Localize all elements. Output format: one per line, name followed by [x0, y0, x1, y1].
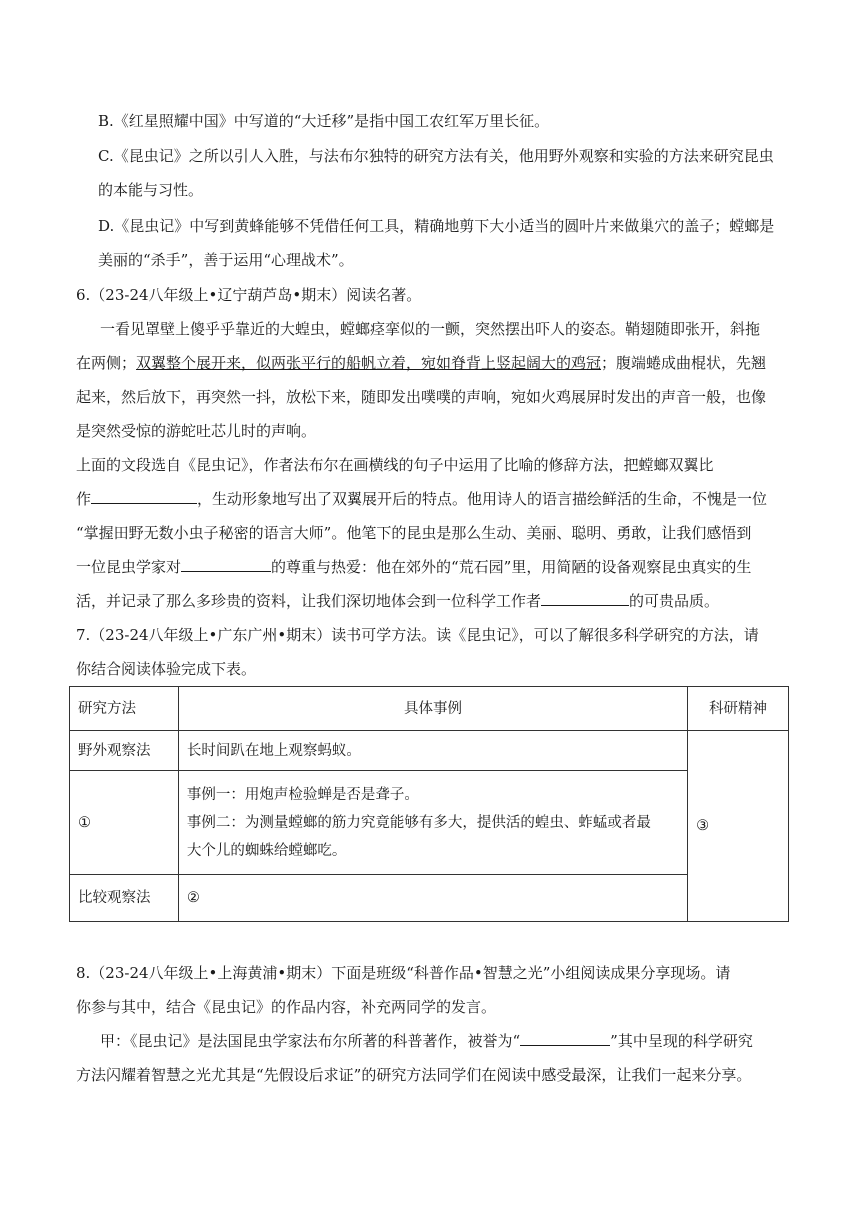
- q6-header: 6.（23-24八年级上•辽宁葫芦岛•期末）阅读名著。: [76, 286, 422, 304]
- q6-passage-line2: [76, 353, 766, 373]
- option-c-line2: 的本能与习性。: [98, 181, 204, 199]
- q6-question-line1: 上面的文段选自《昆虫记》，作者法布尔在画横线的句子中运用了比喻的修辞方法，把螳螂双翼比: [76, 456, 714, 474]
- q8-speaker-jia-line1: [100, 1031, 753, 1051]
- q6-question-line4: [76, 557, 751, 577]
- research-methods-table: [69, 686, 789, 922]
- example-cell-ants: 长时间趴在地上观察蚂蚁。: [178, 731, 687, 771]
- option-b: B.《红星照耀中国》中写道的“大迁移”是指中国工农红军万里长征。: [98, 112, 550, 130]
- q8-speaker-jia-line2: 方法闪耀着智慧之光尤其是“先假设后求证”的研究方法同学们在阅读中感受最深，让我们一起来分享。: [76, 1066, 752, 1084]
- table-row: [70, 875, 789, 922]
- q6-question-line5: [76, 591, 719, 611]
- table-row: [70, 771, 789, 875]
- method-cell-field-observation: 野外观察法: [70, 731, 179, 771]
- q6-question-line2-pre: 作: [76, 490, 92, 508]
- q6-question-line5-pre: 活，并记录了那么多珍贵的资料，让我们深切地体会到一位科学工作者: [76, 592, 542, 610]
- option-d-line2: 美丽的“杀手”，善于运用“心理战术”。: [98, 251, 354, 269]
- q6-passage-line2-post: ；腹端蜷成曲棍状，先翘: [601, 354, 767, 372]
- table-row: [70, 731, 789, 771]
- q7-header-line2: 你结合阅读体验完成下表。: [76, 660, 257, 678]
- q8-header-line1: 8.（23-24八年级上•上海黄浦•期末）下面是班级“科普作品•智慧之光”小组阅读成果分享现场。请: [76, 964, 731, 982]
- answer-blank-1[interactable]: [91, 489, 197, 504]
- example-cell-experiments: [178, 771, 687, 875]
- method-cell-answer-1[interactable]: ①: [70, 771, 179, 875]
- q6-question-line2: [76, 489, 767, 509]
- q8-jia-line1-pre: 甲：《昆虫记》是法国昆虫学家法布尔所著的科普著作，被誉为“: [100, 1032, 521, 1050]
- answer-blank-2[interactable]: [181, 557, 271, 572]
- q6-question-line2-post: ，生动形象地写出了双翼展开后的特点。他用诗人的语言描绘鲜活的生命，不愧是一位: [197, 490, 768, 508]
- method-cell-comparative-observation: 比较观察法: [70, 875, 179, 922]
- q8-jia-line1-post: ”其中呈现的科学研究: [610, 1032, 753, 1050]
- q6-underlined-sentence: 双翼整个展开来，似两张平行的船帆立着，宛如脊背上竖起阔大的鸡冠: [136, 354, 602, 372]
- answer-blank-4[interactable]: [520, 1031, 610, 1046]
- q7-header-line1: 7.（23-24八年级上•广东广州•期末）读书可学方法。读《昆虫记》，可以了解很多科学研究的方法，请: [76, 626, 759, 644]
- option-d-line1: D.《昆虫记》中写到黄蜂能够不凭借任何工具，精确地剪下大小适当的圆叶片来做巢穴的盖子；螳螂是: [98, 217, 775, 235]
- spirit-cell-answer-3[interactable]: ③: [688, 731, 789, 922]
- example-cell-answer-2[interactable]: ②: [178, 875, 687, 922]
- q6-question-line4-post: 的尊重与热爱：他在郊外的“荒石园”里，用简陋的设备观察昆虫真实的生: [271, 558, 752, 576]
- q6-passage-line2-pre: 在两侧；: [76, 354, 137, 372]
- table-header-spirit: 科研精神: [688, 687, 789, 731]
- example-line-1: 事例一：用炮声检验蝉是否是聋子。: [186, 786, 419, 803]
- example-line-3: 大个儿的蜘蛛给螳螂吃。: [186, 842, 347, 859]
- q6-passage-line1: 一看见罩壁上傻乎乎靠近的大蝗虫，螳螂痉挛似的一颤，突然摆出吓人的姿态。鞘翅随即张开，斜拖: [100, 320, 761, 338]
- table-header-example: 具体事例: [178, 687, 687, 731]
- answer-blank-3[interactable]: [541, 591, 629, 606]
- table-header-method: 研究方法: [70, 687, 179, 731]
- q8-header-line2: 你参与其中，结合《昆虫记》的作品内容，补充两同学的发言。: [76, 998, 497, 1016]
- q6-question-line4-pre: 一位昆虫学家对: [76, 558, 182, 576]
- example-line-2: 事例二：为测量螳螂的筋力究竟能够有多大，提供活的蝗虫、蚱蜢或者最: [186, 814, 651, 831]
- q6-question-line5-post: 的可贵品质。: [629, 592, 720, 610]
- q6-passage-line3: 起来，然后放下，再突然一抖，放松下来，随即发出噗噗的声响，宛如火鸡展屏时发出的声音一般，也像: [76, 388, 767, 406]
- q6-question-line3: “掌握田野无数小虫子秘密的语言大师”。他笔下的昆虫是那么生动、美丽、聪明、勇敢，让我们感悟到: [76, 524, 752, 542]
- option-c-line1: C.《昆虫记》之所以引人入胜，与法布尔独特的研究方法有关，他用野外观察和实验的方法来研究昆虫: [98, 147, 774, 165]
- q6-passage-line4: 是突然受惊的游蛇吐芯儿时的声响。: [76, 422, 317, 440]
